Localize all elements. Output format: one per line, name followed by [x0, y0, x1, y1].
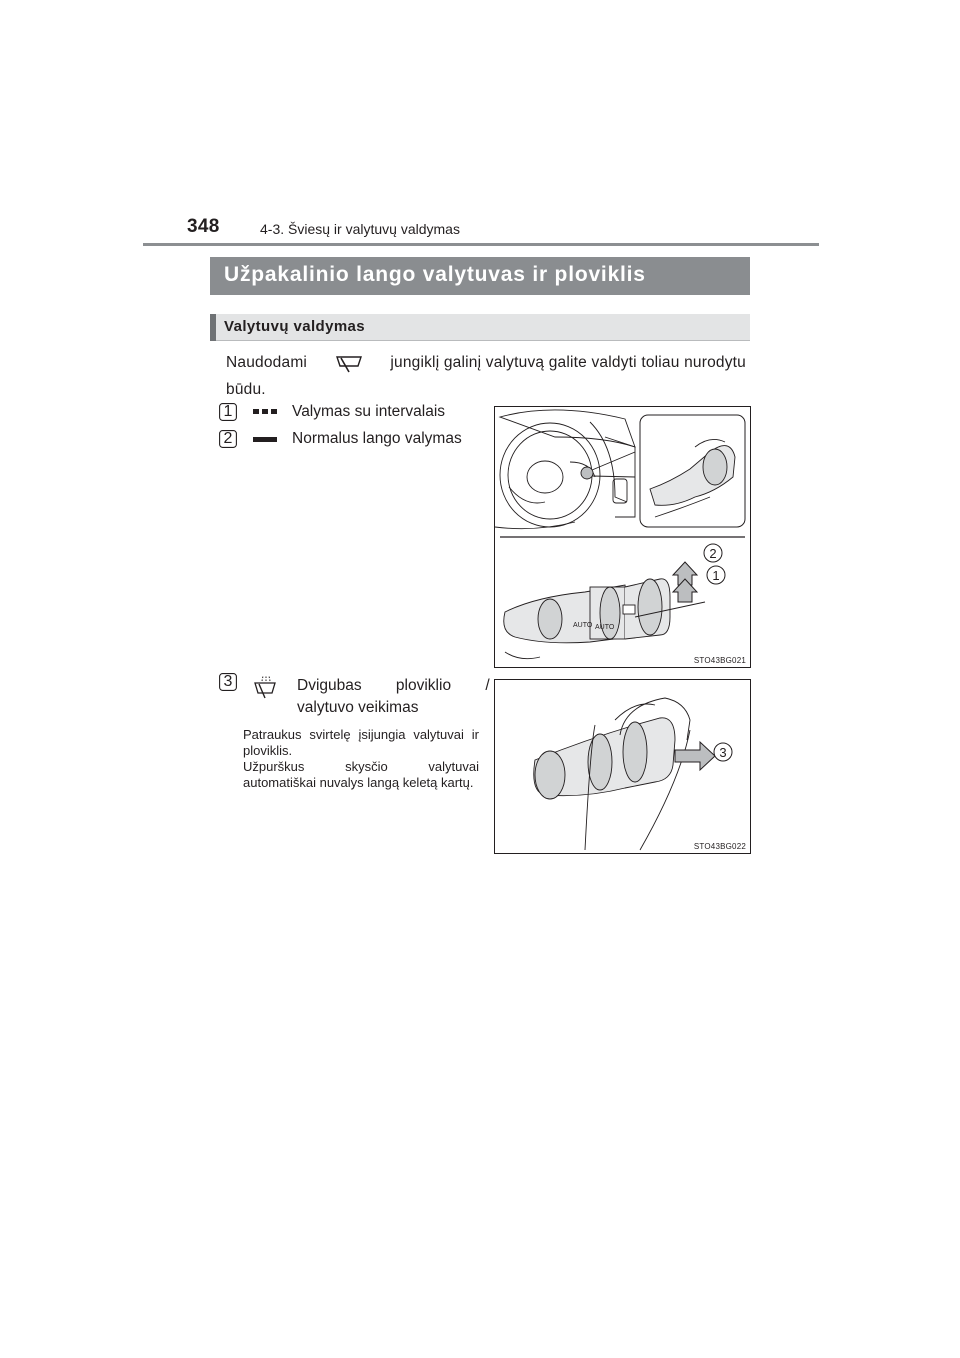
- lever-auto-text-1: AUTO: [573, 622, 593, 629]
- lever-auto-text-2: AUTO: [595, 624, 615, 631]
- item-label-1: Valymas su intervalais: [292, 403, 446, 420]
- figure1-callout-1: 1: [712, 568, 720, 583]
- subsection-bar: [210, 314, 750, 341]
- item3-description-line2: Užpurškus skysčio valytuvai automatiškai nuvalys langą keletą kartų.: [243, 759, 479, 790]
- figure2-callout-3: 3: [719, 745, 727, 760]
- rear-wiper-switch-icon: [334, 353, 364, 373]
- section-path: 4-3. Šviesų ir valytuvų valdymas: [260, 221, 460, 237]
- item-number-3: 3: [219, 673, 237, 691]
- subsection-accent: [210, 314, 216, 341]
- figure1-code: STO43BG021: [693, 656, 746, 665]
- item-number-1: 1: [219, 403, 237, 421]
- wiper-lever-illustration: [495, 407, 750, 667]
- item-label-2: Normalus lango valymas: [292, 430, 462, 447]
- item3-description: [243, 727, 479, 791]
- figure-washer-lever: [494, 679, 751, 854]
- header-rule: [143, 243, 819, 246]
- figure-wiper-lever: [494, 406, 751, 668]
- section-title-bar: [210, 257, 750, 295]
- intro-after-icon: jungiklį galinį valytuvą galite valdyti toliau nurodytu: [390, 354, 746, 371]
- intro-before-icon: Naudodami: [226, 354, 308, 371]
- item3-description-line1: Patraukus svirtelę įsijungia valytuvai ir ploviklis.: [243, 727, 479, 758]
- intro-paragraph: [226, 349, 746, 403]
- page-number: 348: [187, 216, 220, 237]
- intermittent-wipe-icon: [253, 409, 277, 415]
- intro-line-1: [226, 349, 746, 376]
- item-label-3-line2: valytuvo veikimas: [297, 699, 419, 716]
- item-label-3: [297, 675, 490, 719]
- normal-wipe-icon: [253, 437, 277, 443]
- washer-wiper-icon: [253, 674, 277, 700]
- item-number-2: 2: [219, 430, 237, 448]
- figure1-callout-2: 2: [709, 546, 717, 561]
- intro-line-2: būdu.: [226, 381, 266, 398]
- section-title: Užpakalinio lango valytuvas ir ploviklis: [224, 263, 646, 286]
- item-label-3-line1: Dvigubas ploviklio /: [297, 677, 490, 694]
- figure2-code: STO43BG022: [693, 842, 746, 851]
- subsection-title: Valytuvų valdymas: [224, 318, 366, 335]
- washer-lever-illustration: [495, 680, 750, 853]
